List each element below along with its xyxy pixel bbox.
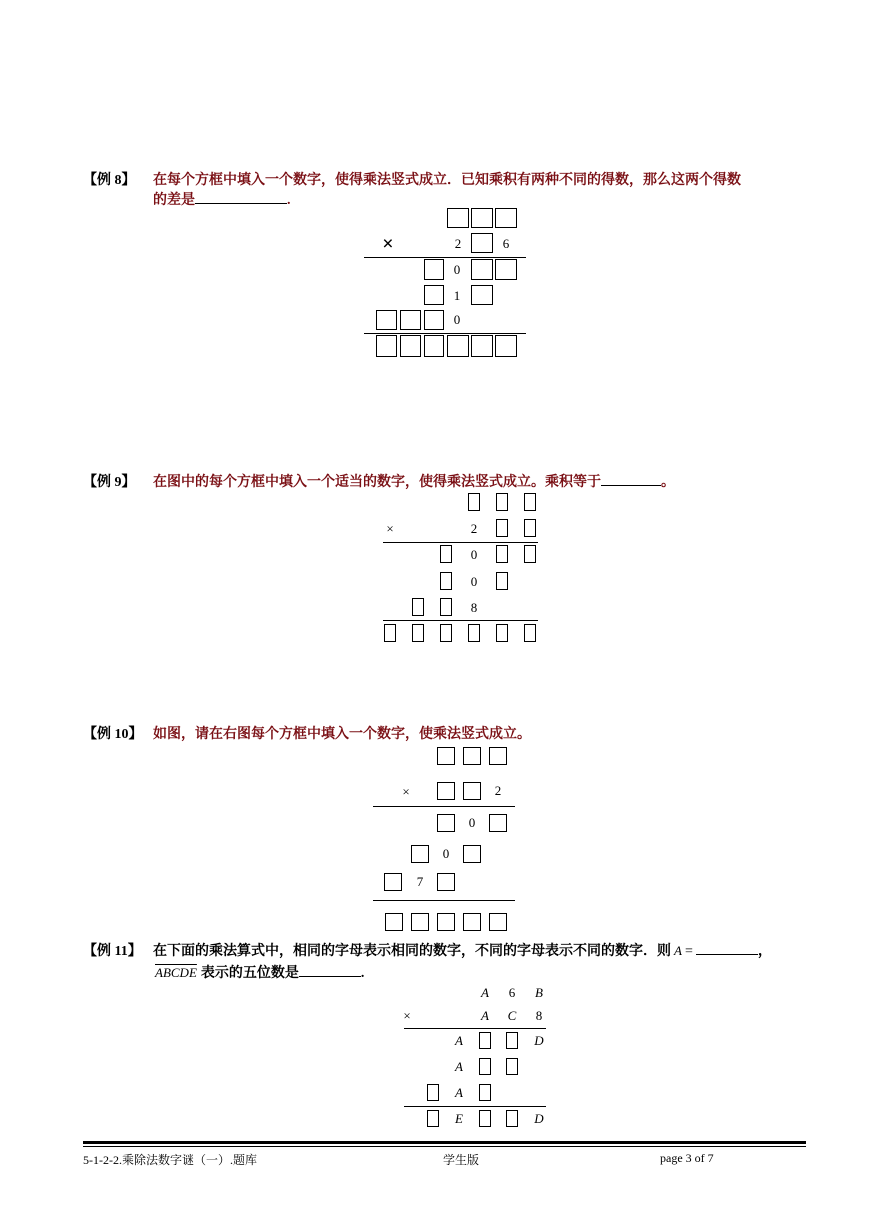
digit-box[interactable] [463,782,481,800]
digit-box[interactable] [385,913,403,931]
digit-box[interactable] [424,285,444,305]
divider-line [383,542,538,543]
digit-box[interactable] [463,747,481,765]
digit-box[interactable] [440,545,452,563]
digit: 1 [453,288,461,303]
digit-box[interactable] [471,233,493,253]
digit-box[interactable] [437,747,455,765]
digit-box[interactable] [463,845,481,863]
digit-box[interactable] [496,493,508,511]
divider-line [373,900,515,901]
digit-box[interactable] [471,285,493,305]
digit-box[interactable] [506,1110,518,1127]
digit-box[interactable] [424,335,444,357]
divider-line [364,257,526,258]
footer-left: 5-1-2-2.乘除法数字谜（一）.题库 [83,1153,257,1167]
digit: 0 [453,312,461,327]
letter: E [455,1111,463,1126]
digit-box[interactable] [427,1084,439,1101]
example-11-text-line2: ABCDE 表示的五位数是 . [155,965,365,981]
digit-box[interactable] [471,335,493,357]
var-a: A [674,943,682,958]
digit: 0 [453,262,461,277]
footer-center: 学生版 [443,1153,480,1167]
multiply-sign: × [403,1008,411,1023]
example-8-text-line1: 在每个方框中填入一个数字，使得乘法竖式成立．已知乘积有两种不同的得数，那么这两个得数 [153,173,741,188]
overline-number: ABCDE [155,965,197,980]
digit-box[interactable] [400,335,421,357]
digit-box[interactable] [400,310,421,330]
digit-box[interactable] [489,747,507,765]
digit-box[interactable] [440,624,452,642]
digit-box[interactable] [437,913,455,931]
multiply-sign: × [382,233,394,255]
letter: B [535,985,543,1000]
digit-box[interactable] [437,814,455,832]
example-11-text-line1: 在下面的乘法算式中，相同的字母表示相同的数字，不同的字母表示不同的数字．则 A = ， [153,943,772,959]
example-8-label: 【例 8】 [83,173,136,188]
digit-box[interactable] [496,519,508,537]
digit-box[interactable] [376,310,397,330]
digit-box[interactable] [479,1058,491,1075]
divider-line [404,1028,546,1029]
digit: 0 [468,815,476,830]
example-11-label: 【例 11】 [83,944,142,959]
answer-blank-a[interactable] [696,953,758,955]
digit-box[interactable] [384,873,402,891]
digit: 6 [508,985,516,1000]
letter: A [455,1033,463,1048]
letter: C [507,1008,517,1023]
digit-box[interactable] [376,335,397,357]
digit-box[interactable] [495,259,517,280]
page-number: page 3 of 7 [660,1151,714,1165]
footer-rule-thin [83,1146,806,1147]
digit: 2 [454,236,462,251]
footer-rule-thick [83,1141,806,1144]
letter: A [455,1085,463,1100]
example-10-text: 如图，请在右图每个方框中填入一个数字，使乘法竖式成立。 [153,727,531,742]
digit-box[interactable] [437,782,455,800]
equals-sign: = [684,944,693,959]
letter: D [534,1111,544,1126]
digit-box[interactable] [468,624,480,642]
digit-box[interactable] [412,624,424,642]
letter: D [534,1033,544,1048]
digit-box[interactable] [447,335,469,357]
letter: A [481,985,489,1000]
digit-box[interactable] [506,1032,518,1049]
digit: 8 [535,1008,543,1023]
digit-box[interactable] [471,259,493,280]
divider-line [404,1106,546,1107]
digit-box[interactable] [412,598,424,616]
digit-box[interactable] [489,814,507,832]
digit-box[interactable] [424,259,444,280]
digit-box[interactable] [424,310,444,330]
digit-box[interactable] [427,1110,439,1127]
digit: 0 [442,846,450,861]
digit-box[interactable] [479,1110,491,1127]
digit-box[interactable] [468,493,480,511]
digit-box[interactable] [437,873,455,891]
digit-box[interactable] [411,845,429,863]
digit: 0 [470,574,478,589]
digit-box[interactable] [440,572,452,590]
digit-box[interactable] [506,1058,518,1075]
divider-line [383,620,538,621]
digit-box[interactable] [471,208,493,228]
digit: 2 [470,521,478,536]
digit: 6 [502,236,510,251]
answer-blank[interactable] [195,202,287,204]
digit-box[interactable] [495,335,517,357]
digit-box[interactable] [496,624,508,642]
divider-line [364,333,526,334]
digit-box[interactable] [496,572,508,590]
digit: 8 [470,600,478,615]
digit: 0 [470,547,478,562]
multiply-sign: × [402,784,410,799]
digit-box[interactable] [524,545,536,563]
digit-box[interactable] [479,1032,491,1049]
digit: 2 [494,783,502,798]
digit-box[interactable] [447,208,469,228]
digit-box[interactable] [524,519,536,537]
digit-box[interactable] [384,624,396,642]
example-9-text: 在图中的每个方框中填入一个适当的数字，使得乘法竖式成立。乘积等于 。 [153,475,675,490]
answer-blank-number[interactable] [299,975,361,977]
digit-box[interactable] [496,545,508,563]
digit-box[interactable] [524,624,536,642]
digit-box[interactable] [411,913,429,931]
letter: A [481,1008,489,1023]
example-9-label: 【例 9】 [83,475,136,490]
example-8-text-line2: 的差是 . [153,193,291,208]
digit-box[interactable] [495,208,517,228]
digit-box[interactable] [440,598,452,616]
digit-box[interactable] [524,493,536,511]
digit-box[interactable] [489,913,507,931]
digit-box[interactable] [479,1084,491,1101]
letter: A [455,1059,463,1074]
digit: 7 [416,874,424,889]
divider-line [373,806,515,807]
answer-blank[interactable] [601,484,661,486]
digit-box[interactable] [463,913,481,931]
example-10-label: 【例 10】 [83,727,143,742]
multiply-sign: × [386,521,394,536]
